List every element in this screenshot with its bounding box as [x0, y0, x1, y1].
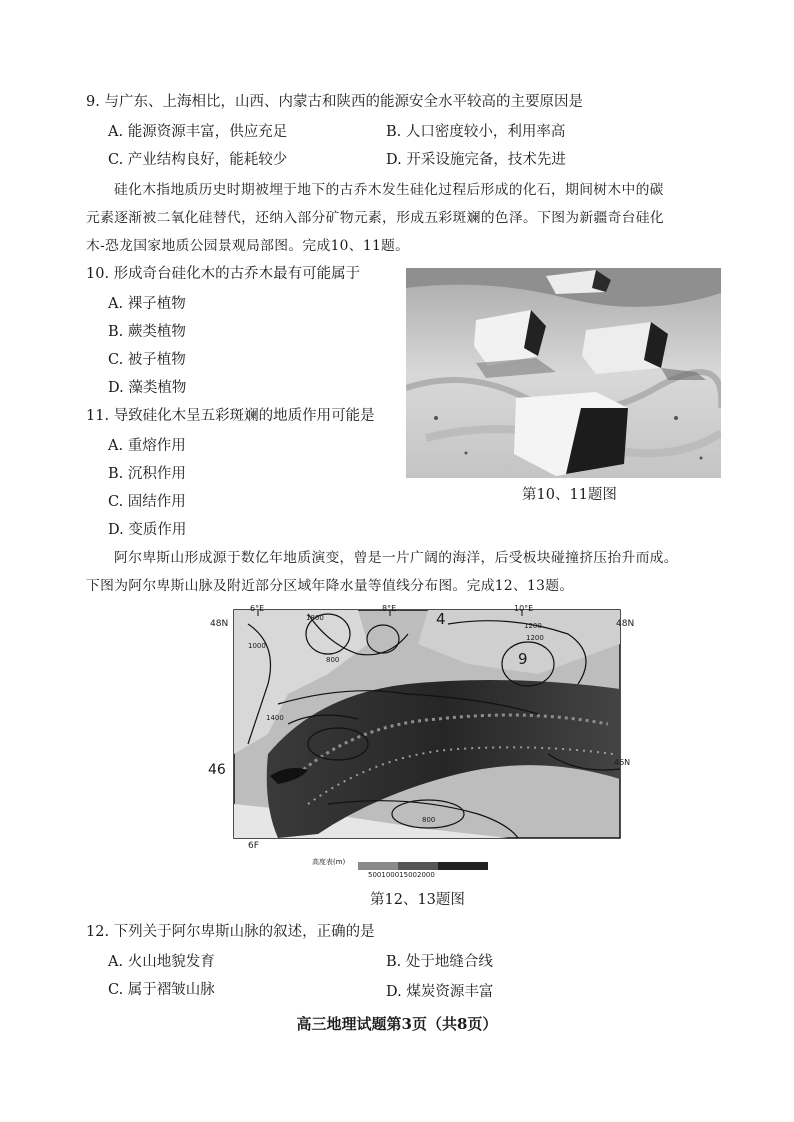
- q10-stem: 10. 形成奇台硅化木的古乔木最有可能属于: [86, 266, 361, 282]
- passage2-line2: 下图为阿尔卑斯山脉及附近部分区域年降水量等值线分布图。完成12、13题。: [86, 578, 574, 594]
- q12-option-c: C. 属于褶皱山脉: [108, 982, 215, 998]
- q11-option-d: D. 变质作用: [108, 522, 187, 538]
- passage1-line2: 元素逐渐被二氧化硅替代，还纳入部分矿物元素，形成五彩斑斓的色泽。下图为新疆奇台硅化: [86, 210, 664, 226]
- q12-option-d: D. 煤炭资源丰富: [386, 984, 494, 1000]
- q9-option-b: B. 人口密度较小，利用率高: [386, 124, 566, 140]
- map-lat-48n-right: 48N: [616, 619, 635, 629]
- petrified-wood-photo: [406, 268, 721, 478]
- map-iso-1400: 1400: [266, 714, 284, 722]
- q12-option-b: B. 处于地缝合线: [386, 954, 493, 970]
- map-iso-1800: 1800: [306, 614, 324, 622]
- figure1-caption: 第10、11题图: [522, 487, 617, 503]
- map-lon-6e: 6°E: [250, 604, 265, 613]
- map-iso-800b: 800: [422, 816, 436, 824]
- map-label-4: 4: [436, 610, 446, 628]
- q12-option-a: A. 火山地貌发育: [108, 954, 215, 970]
- map-iso-800a: 800: [326, 656, 340, 664]
- q11-option-c: C. 固结作用: [108, 494, 186, 510]
- map-iso-1000: 1000: [248, 642, 266, 650]
- map-lon-10e: 10°E: [514, 604, 534, 613]
- q11-option-b: B. 沉积作用: [108, 466, 186, 482]
- q10-option-a: A. 裸子植物: [108, 296, 186, 312]
- map-bottom-6f: 6F: [248, 841, 259, 851]
- passage1-line3: 木-恐龙国家地质公园景观局部图。完成10、11题。: [86, 238, 410, 254]
- q11-option-a: A. 重熔作用: [108, 438, 186, 454]
- q9-stem: 9. 与广东、上海相比，山西、内蒙古和陕西的能源安全水平较高的主要原因是: [86, 94, 583, 110]
- q10-option-b: B. 蕨类植物: [108, 324, 186, 340]
- page-footer: 高三地理试题第3页（共8页）: [296, 1015, 498, 1033]
- map-iso-1200a: 1200: [524, 622, 542, 630]
- q9-option-c: C. 产业结构良好，能耗较少: [108, 152, 288, 168]
- map-lat-46n-right: 46N: [614, 758, 631, 767]
- q10-option-c: C. 被子植物: [108, 352, 186, 368]
- q12-stem: 12. 下列关于阿尔卑斯山脉的叙述，正确的是: [86, 924, 375, 940]
- figure2-caption: 第12、13题图: [370, 892, 465, 908]
- alps-precipitation-map: [208, 604, 635, 884]
- map-iso-1200b: 1200: [526, 634, 544, 642]
- map-legend-title: 高度表(m): [312, 858, 346, 866]
- passage2-line1: 阿尔卑斯山形成源于数亿年地质演变，曾是一片广阔的海洋，后受板块碰撞挤压抬升而成。: [114, 550, 678, 566]
- map-label-9: 9: [518, 650, 528, 668]
- q9-option-d: D. 开采设施完备，技术先进: [386, 152, 566, 168]
- map-legend-scale: 500100015002000: [368, 871, 435, 879]
- q11-stem: 11. 导致硅化木呈五彩斑斓的地质作用可能是: [86, 408, 375, 424]
- q9-option-a: A. 能源资源丰富，供应充足: [108, 124, 288, 140]
- map-lon-8e: 8°E: [382, 604, 397, 613]
- map-lat-46-left: 46: [208, 762, 226, 778]
- passage1-line1: 硅化木指地质历史时期被埋于地下的古乔木发生硅化过程后形成的化石，期间树木中的碳: [114, 182, 664, 198]
- q10-option-d: D. 藻类植物: [108, 380, 187, 396]
- map-lat-48n-left: 48N: [210, 619, 229, 629]
